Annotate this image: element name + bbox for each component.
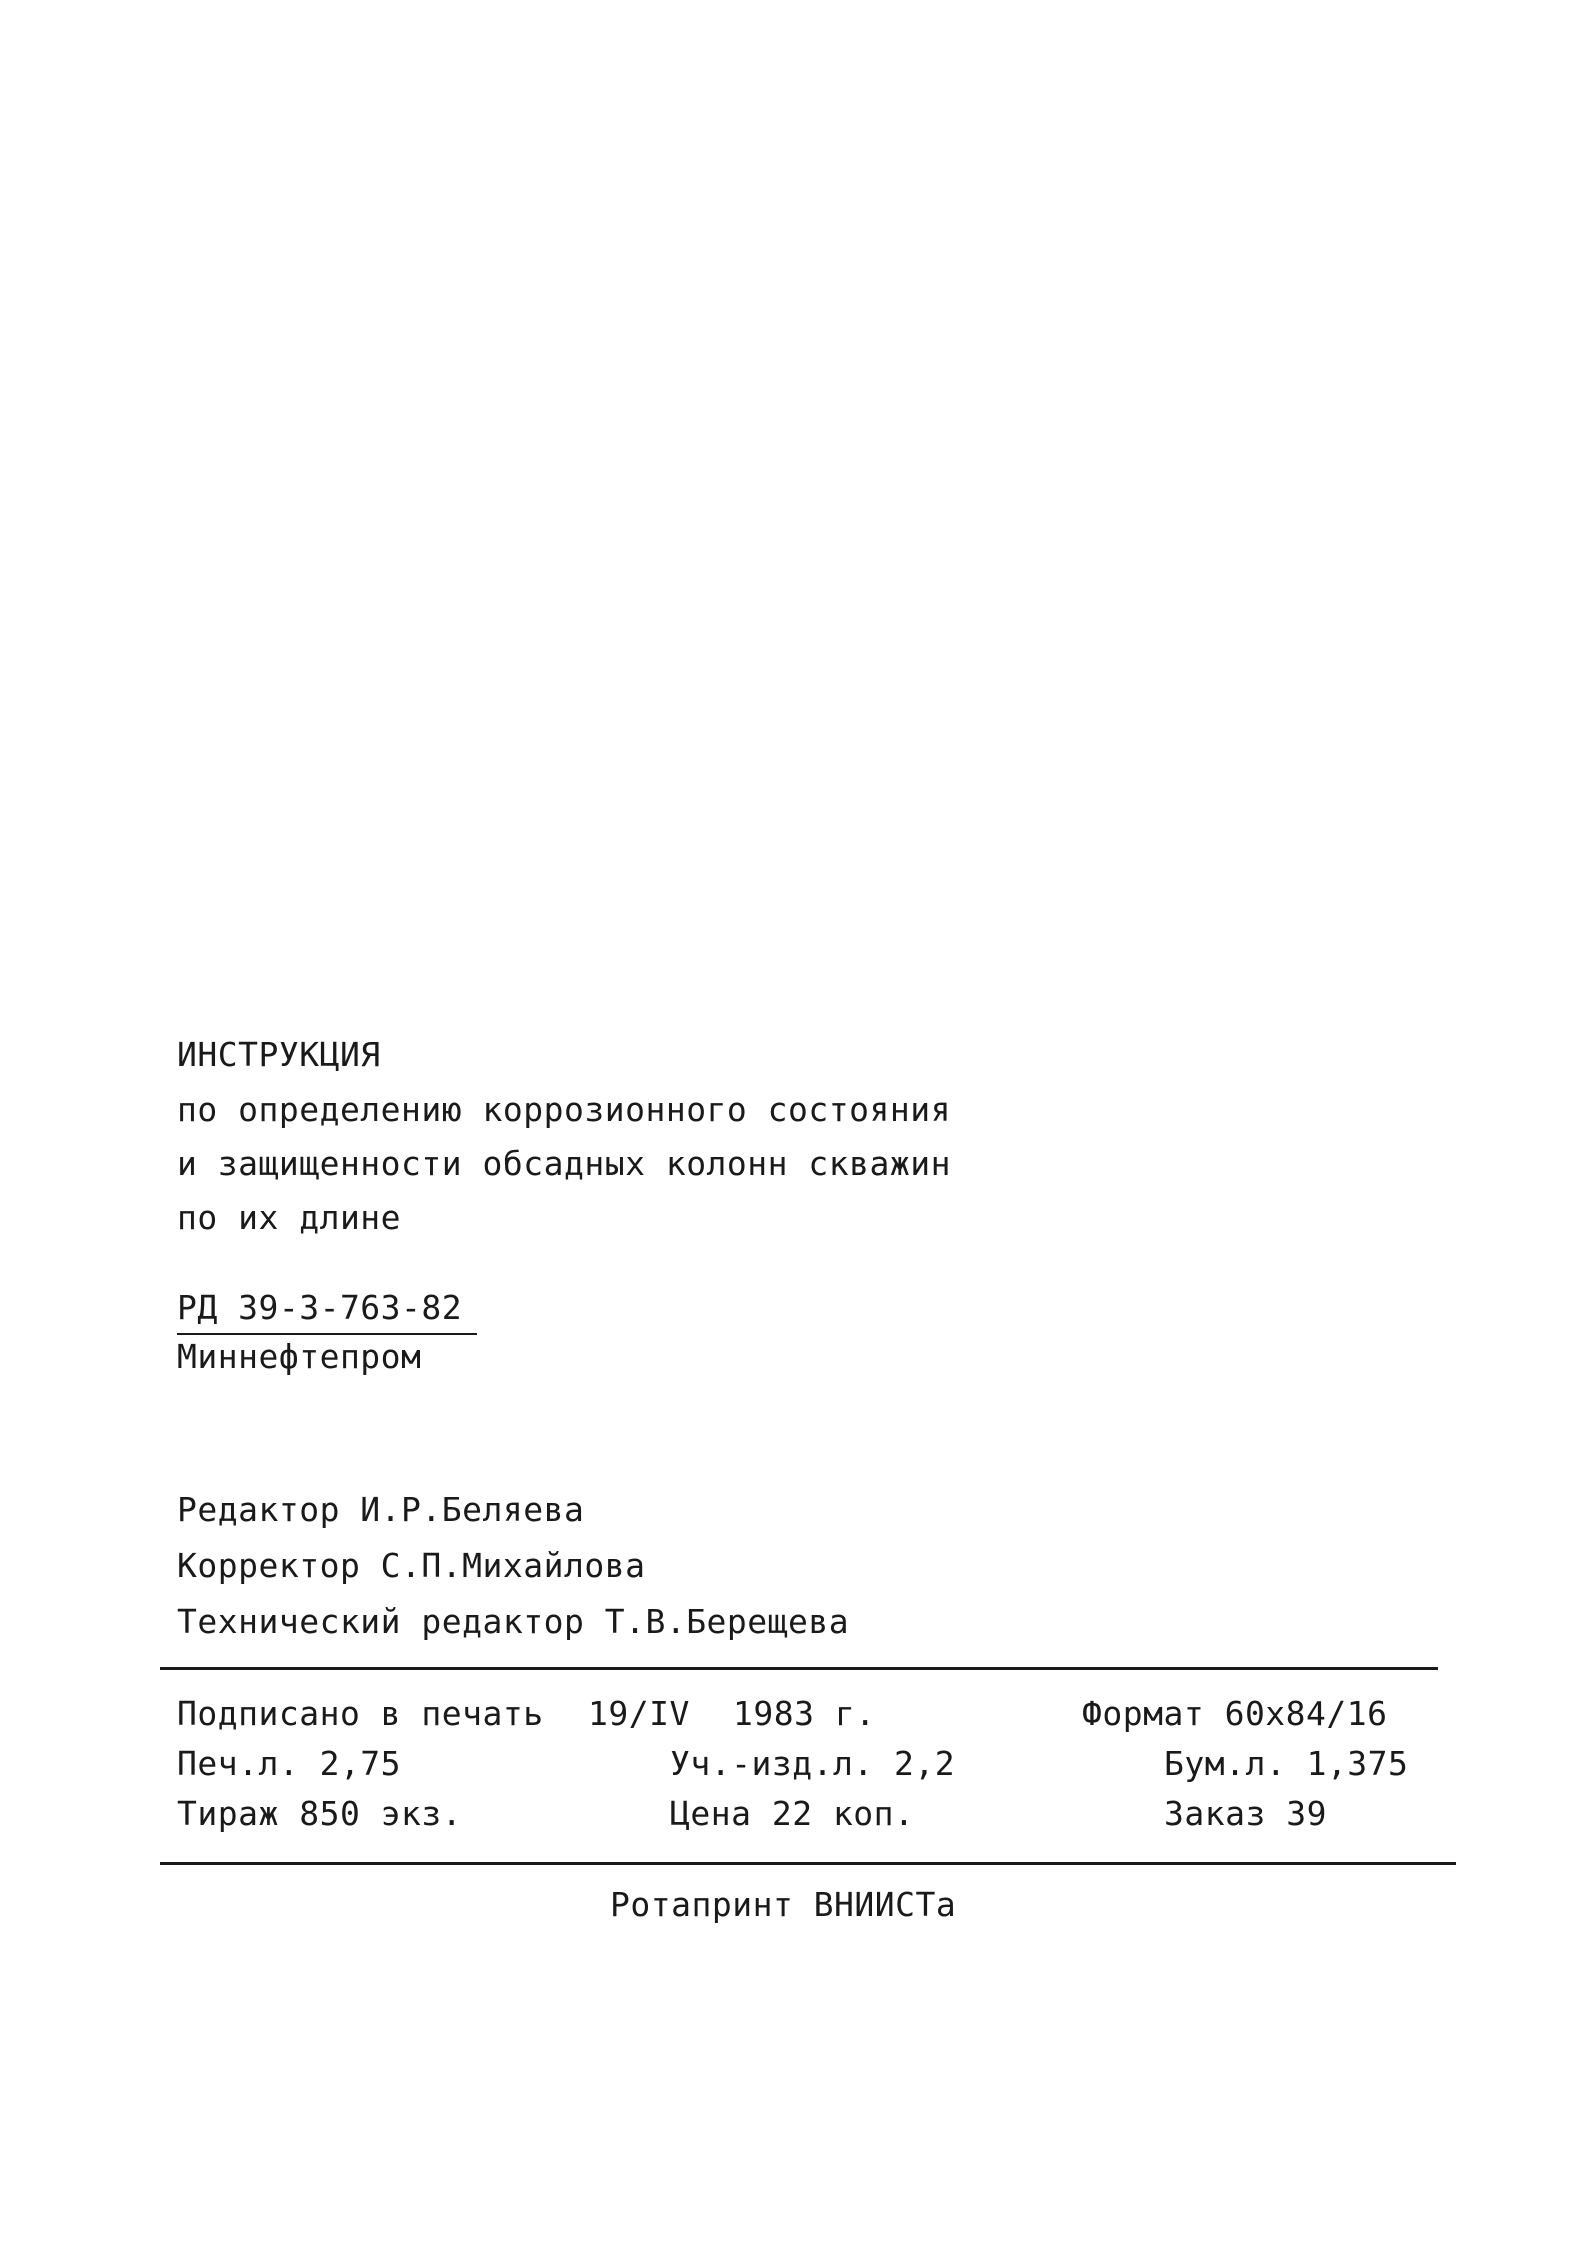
imprint-bottom-divider [160,1862,1456,1865]
imprint-top-divider [160,1667,1438,1670]
document-code: РД 39-3-763-82 [177,1288,463,1327]
editor-line: Редактор И.Р.Беляева [177,1490,585,1529]
code-underline [177,1333,477,1335]
signed-label: Подписано в печать [177,1694,544,1733]
corrector-line: Корректор С.П.Михайлова [177,1546,646,1585]
document-heading: ИНСТРУКЦИЯ [177,1035,381,1074]
signed-year: 1983 г. [733,1694,876,1733]
price: Цена 22 коп. [670,1794,915,1833]
order-number: Заказ 39 [1164,1794,1327,1833]
paper-sheets: Бум.л. 1,375 [1164,1744,1409,1783]
title-line-3: по их длине [177,1198,402,1237]
print-sheets: Печ.л. 2,75 [177,1744,402,1783]
signed-date: 19/IV [588,1694,690,1733]
format-value: Формат 60x84/16 [1082,1694,1388,1733]
title-line-2: и защищенности обсадных колонн скважин [177,1144,951,1183]
ministry-name: Миннефтепром [177,1337,422,1376]
print-run: Тираж 850 экз. [177,1794,463,1833]
tech-editor-line: Технический редактор Т.В.Берещева [177,1602,850,1641]
printer-name: Ротапринт ВНИИСТа [610,1885,957,1924]
title-line-1: по определению коррозионного состояния [177,1090,951,1129]
edit-sheets: Уч.-изд.л. 2,2 [670,1744,956,1783]
